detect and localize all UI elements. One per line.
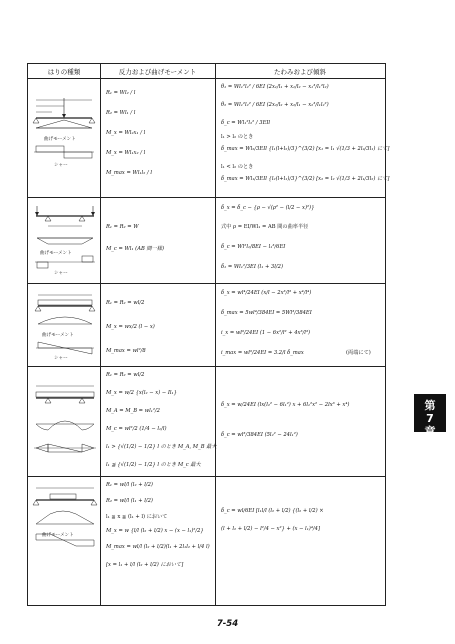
row-divider — [28, 283, 385, 284]
formula: θ₁ = Wl₁²l₂² / 6EI (2x₁/l₁ + x₁/l₂ − x₁³/l₁²l₂) — [221, 84, 329, 90]
formula: δ_x = δ_c − {ρ − √(ρ² − (l/2 − x)²)} — [221, 205, 315, 211]
chapter-tab-line: 章 — [424, 425, 436, 438]
formula: (l + l₂ + l/2) − l²/4 − x²} + (x − l₁)⁴/4] — [221, 526, 320, 532]
bending-moment-label: 曲げモーメント — [42, 533, 74, 538]
chapter-tab-number: 7 — [426, 412, 434, 425]
formula: R₂ = wl/l (l₁ + l/2) — [106, 498, 153, 504]
formula: δ_max = 5wl⁴/384EI = 5Wl³/384EI — [221, 310, 312, 316]
bending-moment-label: 曲げモーメント — [40, 251, 72, 256]
beam-diagram-overhang-loads — [32, 202, 98, 280]
beam-diagram-uniform-overhang — [32, 374, 98, 472]
formula-table — [27, 63, 390, 606]
formula: M_max = Wl₁l₂ / l — [106, 170, 153, 176]
formula: δ_x = wl⁴/24EI (x/l − 2x³/l³ + x⁴/l⁴) — [221, 290, 312, 296]
formula: i_x = wl³/24EI (1 − 6x²/l² + 4x³/l³) — [221, 330, 311, 336]
bending-moment-label: 曲げモーメント — [44, 137, 76, 142]
formula: R₁ = Wl₂ / l — [106, 90, 136, 96]
bending-moment-label: 曲げモーメント — [42, 333, 74, 338]
beam-diagram-uniform-load — [32, 290, 98, 364]
formula: M_x = w/2 {x(l₂ − x) − Il₁} — [106, 390, 177, 396]
formula: l₁ ≦ {√(1/2) − 1/2} l のとき M_c 最大 — [106, 462, 201, 468]
formula: δ_max = Wl₁/3EIl {l₂(l+l₁)/3}^(3/2) [x₂ = l₂ √(1/3 + 2l₁/3l₂) にて] — [221, 176, 390, 182]
formula: R₂ = Wl₁ / l — [106, 110, 136, 116]
formula: l₁ ≦ x ≦ (l₁ + l) において — [106, 514, 168, 520]
chapter-tab-line: 第 — [424, 399, 436, 412]
shear-label: シャー — [54, 271, 68, 276]
formula: M_max = wl/l (l₂ + l/2)(l₁ + 2l₁l₂ + l/4 l) — [106, 544, 210, 550]
formula: R₁ = wl/l (l₂ + l/2) — [106, 482, 153, 488]
beam-diagram-partial-load — [32, 482, 98, 560]
formula: l₁ < l₂ のとき — [221, 164, 254, 170]
formula: δ_c = Wl²l₁/8EI − l₁³/6EI — [221, 244, 286, 250]
row-divider — [28, 197, 385, 198]
formula: M_c = wl²/2 (1/4 − l₁/l) — [106, 426, 167, 432]
formula: M_x = Wl₁x₂ / l — [106, 150, 146, 156]
formula: l₁ > {√(1/2) − 1/2} l のとき M_A, M_B 最大 — [106, 444, 217, 450]
formula: δ₁ = Wl₁²/3EI (l₁ + 3l/2) — [221, 264, 283, 270]
formula: δ_c = wl³/384EI (5l₂² − 24l₁²) — [221, 432, 298, 438]
chapter-tab — [414, 394, 446, 438]
row-divider — [28, 476, 385, 477]
formula: R₁ = R₂ = W — [106, 224, 139, 230]
formula: δ_x = w/24EI (lx(l₂² − 6l₁²) x + 6l₁²x² − 2lx³ + x⁴) — [221, 402, 350, 408]
header-beam-type: はりの種類 — [47, 68, 81, 76]
formula: M_A = M_B = wl₁²/2 — [106, 408, 160, 414]
formula: [x = l₁ + l/l (l₂ + l/2) において] — [106, 562, 184, 568]
formula: R₁ = R₂ = wl/2 — [106, 300, 145, 306]
formula: δ_c = wl/6EI [l₁l/l (l₂ + l/2) {(l₂ + l/2) × — [221, 508, 324, 514]
formula: θ₂ = Wl₁²l₂² / 6EI (2x₂/l₂ + x₂/l₁ − x₂³/l₁l₂²) — [221, 102, 329, 108]
formula: δ_max = Wl₂/3EIl {l₁(l+l₂)/3}^(3/2) [x₁ = l₁ √(1/3 + 2l₂/3l₁) にて] — [221, 146, 390, 152]
column-divider — [215, 64, 216, 605]
shear-label: シャー — [54, 163, 68, 168]
page-number: 7-54 — [216, 619, 239, 629]
column-divider — [100, 64, 101, 605]
note-both-ends: (両端にて) — [346, 350, 371, 356]
row-divider — [28, 366, 385, 367]
formula: M_max = wl²/8 — [106, 348, 146, 354]
formula: δ_c = Wl₁²l₂² / 3EIl — [221, 120, 271, 126]
formula: M_x = Wl₂x₁ / l — [106, 130, 146, 136]
formula: M_x = wx/2 (l − x) — [106, 324, 155, 330]
formula: 式中 ρ = EI/Wl₁ = AB 間の曲率半径 — [221, 224, 309, 230]
formula: M_c = Wl₁ (AB 間一様) — [106, 246, 164, 252]
table-header — [28, 64, 385, 79]
header-deflection: たわみおよび傾斜 — [274, 68, 326, 76]
formula: R₁ = R₂ = wl/2 — [106, 372, 145, 378]
formula: i_max = wl³/24EI = 3.2/l δ_max — [221, 350, 304, 356]
formula: l₁ > l₂ のとき — [221, 134, 254, 140]
formula: M_x = w {l/l (l₂ + l/2) x − (x − l₁)²/2} — [106, 528, 204, 534]
shear-label: シャー — [54, 356, 68, 361]
header-reactions: 反力および曲げモーメント — [118, 68, 197, 76]
